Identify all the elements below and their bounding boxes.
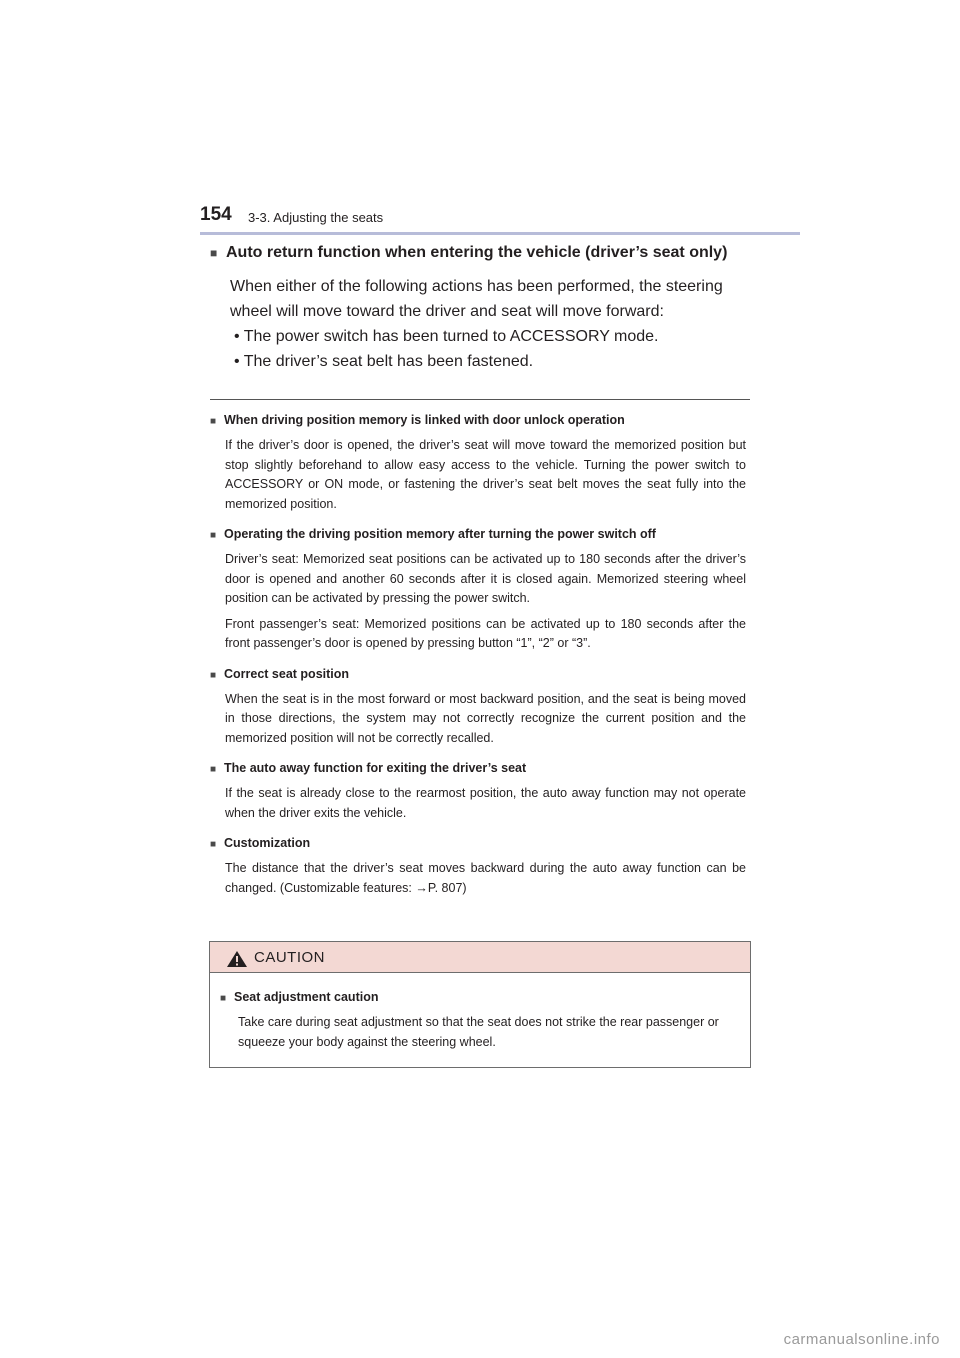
caution-text: Take care during seat adjustment so that the seat does not strike the rear passenger or squeeze your body against the steering wheel.	[238, 1015, 719, 1049]
square-bullet-icon: ■	[210, 764, 217, 775]
note-paragraph: The distance that the driver’s seat moves backward during the auto away function can be changed. (Customizable features: →P. 807)	[225, 861, 746, 895]
square-bullet-icon: ■	[210, 246, 218, 260]
main-section	[210, 242, 750, 374]
note-item	[210, 524, 746, 654]
bullet-item: • The power switch has been turned to ACCESSORY mode.	[234, 328, 659, 345]
caution-title: CAUTION	[254, 949, 325, 966]
caution-box	[209, 941, 751, 1068]
main-heading	[210, 242, 750, 264]
main-heading-text: Auto return function when entering the vehicle (driver’s seat only)	[226, 244, 728, 261]
square-bullet-icon: ■	[210, 416, 217, 427]
note-heading: Correct seat position	[224, 666, 350, 681]
note-paragraph: Driver’s seat: Memorized seat positions can be activated up to 180 seconds after the driver’s door is opened and another 60 seconds after it is closed again. Memorized steering wheel position can be activated by pressing the power switch.	[225, 552, 746, 605]
square-bullet-icon: ■	[220, 993, 227, 1004]
square-bullet-icon: ■	[210, 839, 217, 850]
note-item	[210, 664, 746, 749]
caution-header	[210, 942, 750, 973]
note-item	[210, 758, 746, 823]
note-paragraph: Front passenger’s seat: Memorized positions can be activated up to 180 seconds after the front passenger’s door is opened by pressing button “1”, “2” or “3”.	[225, 616, 746, 650]
note-paragraph: When the seat is in the most forward or most backward position, and the seat is being moved in those directions, the system may not correctly recognize the current position and the memorized position will not be correctly recalled.	[225, 691, 746, 745]
note-heading: When driving position memory is linked with door unlock operation	[224, 413, 625, 427]
note-paragraph: If the driver’s door is opened, the driver’s seat will move toward the memorized position but stop slightly beforehand to allow easy access to the vehicle. Turning the power switch to ACCESSORY or ON mode, or fastening the driver’s seat belt moves the seat fully into the memorized position.	[225, 438, 746, 511]
notes-section	[210, 410, 746, 908]
note-item	[210, 833, 746, 898]
note-paragraph: If the seat is already close to the rearmost position, the auto away function may not operate when the driver exits the vehicle.	[225, 786, 746, 820]
note-item	[210, 410, 746, 514]
note-heading: The auto away function for exiting the driver’s seat	[224, 761, 527, 775]
header-rule	[200, 232, 800, 235]
watermark: carmanualsonline.info	[783, 1331, 940, 1348]
bullet-item: • The driver’s seat belt has been fastened.	[234, 353, 534, 370]
page-header	[200, 204, 800, 234]
note-heading: Customization	[224, 836, 311, 850]
page-number: 154	[200, 204, 232, 225]
caution-heading: Seat adjustment caution	[234, 990, 379, 1004]
warning-triangle-icon	[226, 950, 248, 973]
square-bullet-icon: ■	[210, 530, 217, 541]
note-heading: Operating the driving position memory after turning the power switch off	[224, 527, 656, 541]
section-title: 3-3. Adjusting the seats	[248, 210, 384, 225]
section-divider	[210, 399, 750, 400]
main-bullet-list	[234, 324, 750, 374]
square-bullet-icon: ■	[210, 669, 217, 681]
main-body: When either of the following actions has been performed, the steering wheel will move toward the driver and seat will move forward:	[230, 278, 723, 320]
